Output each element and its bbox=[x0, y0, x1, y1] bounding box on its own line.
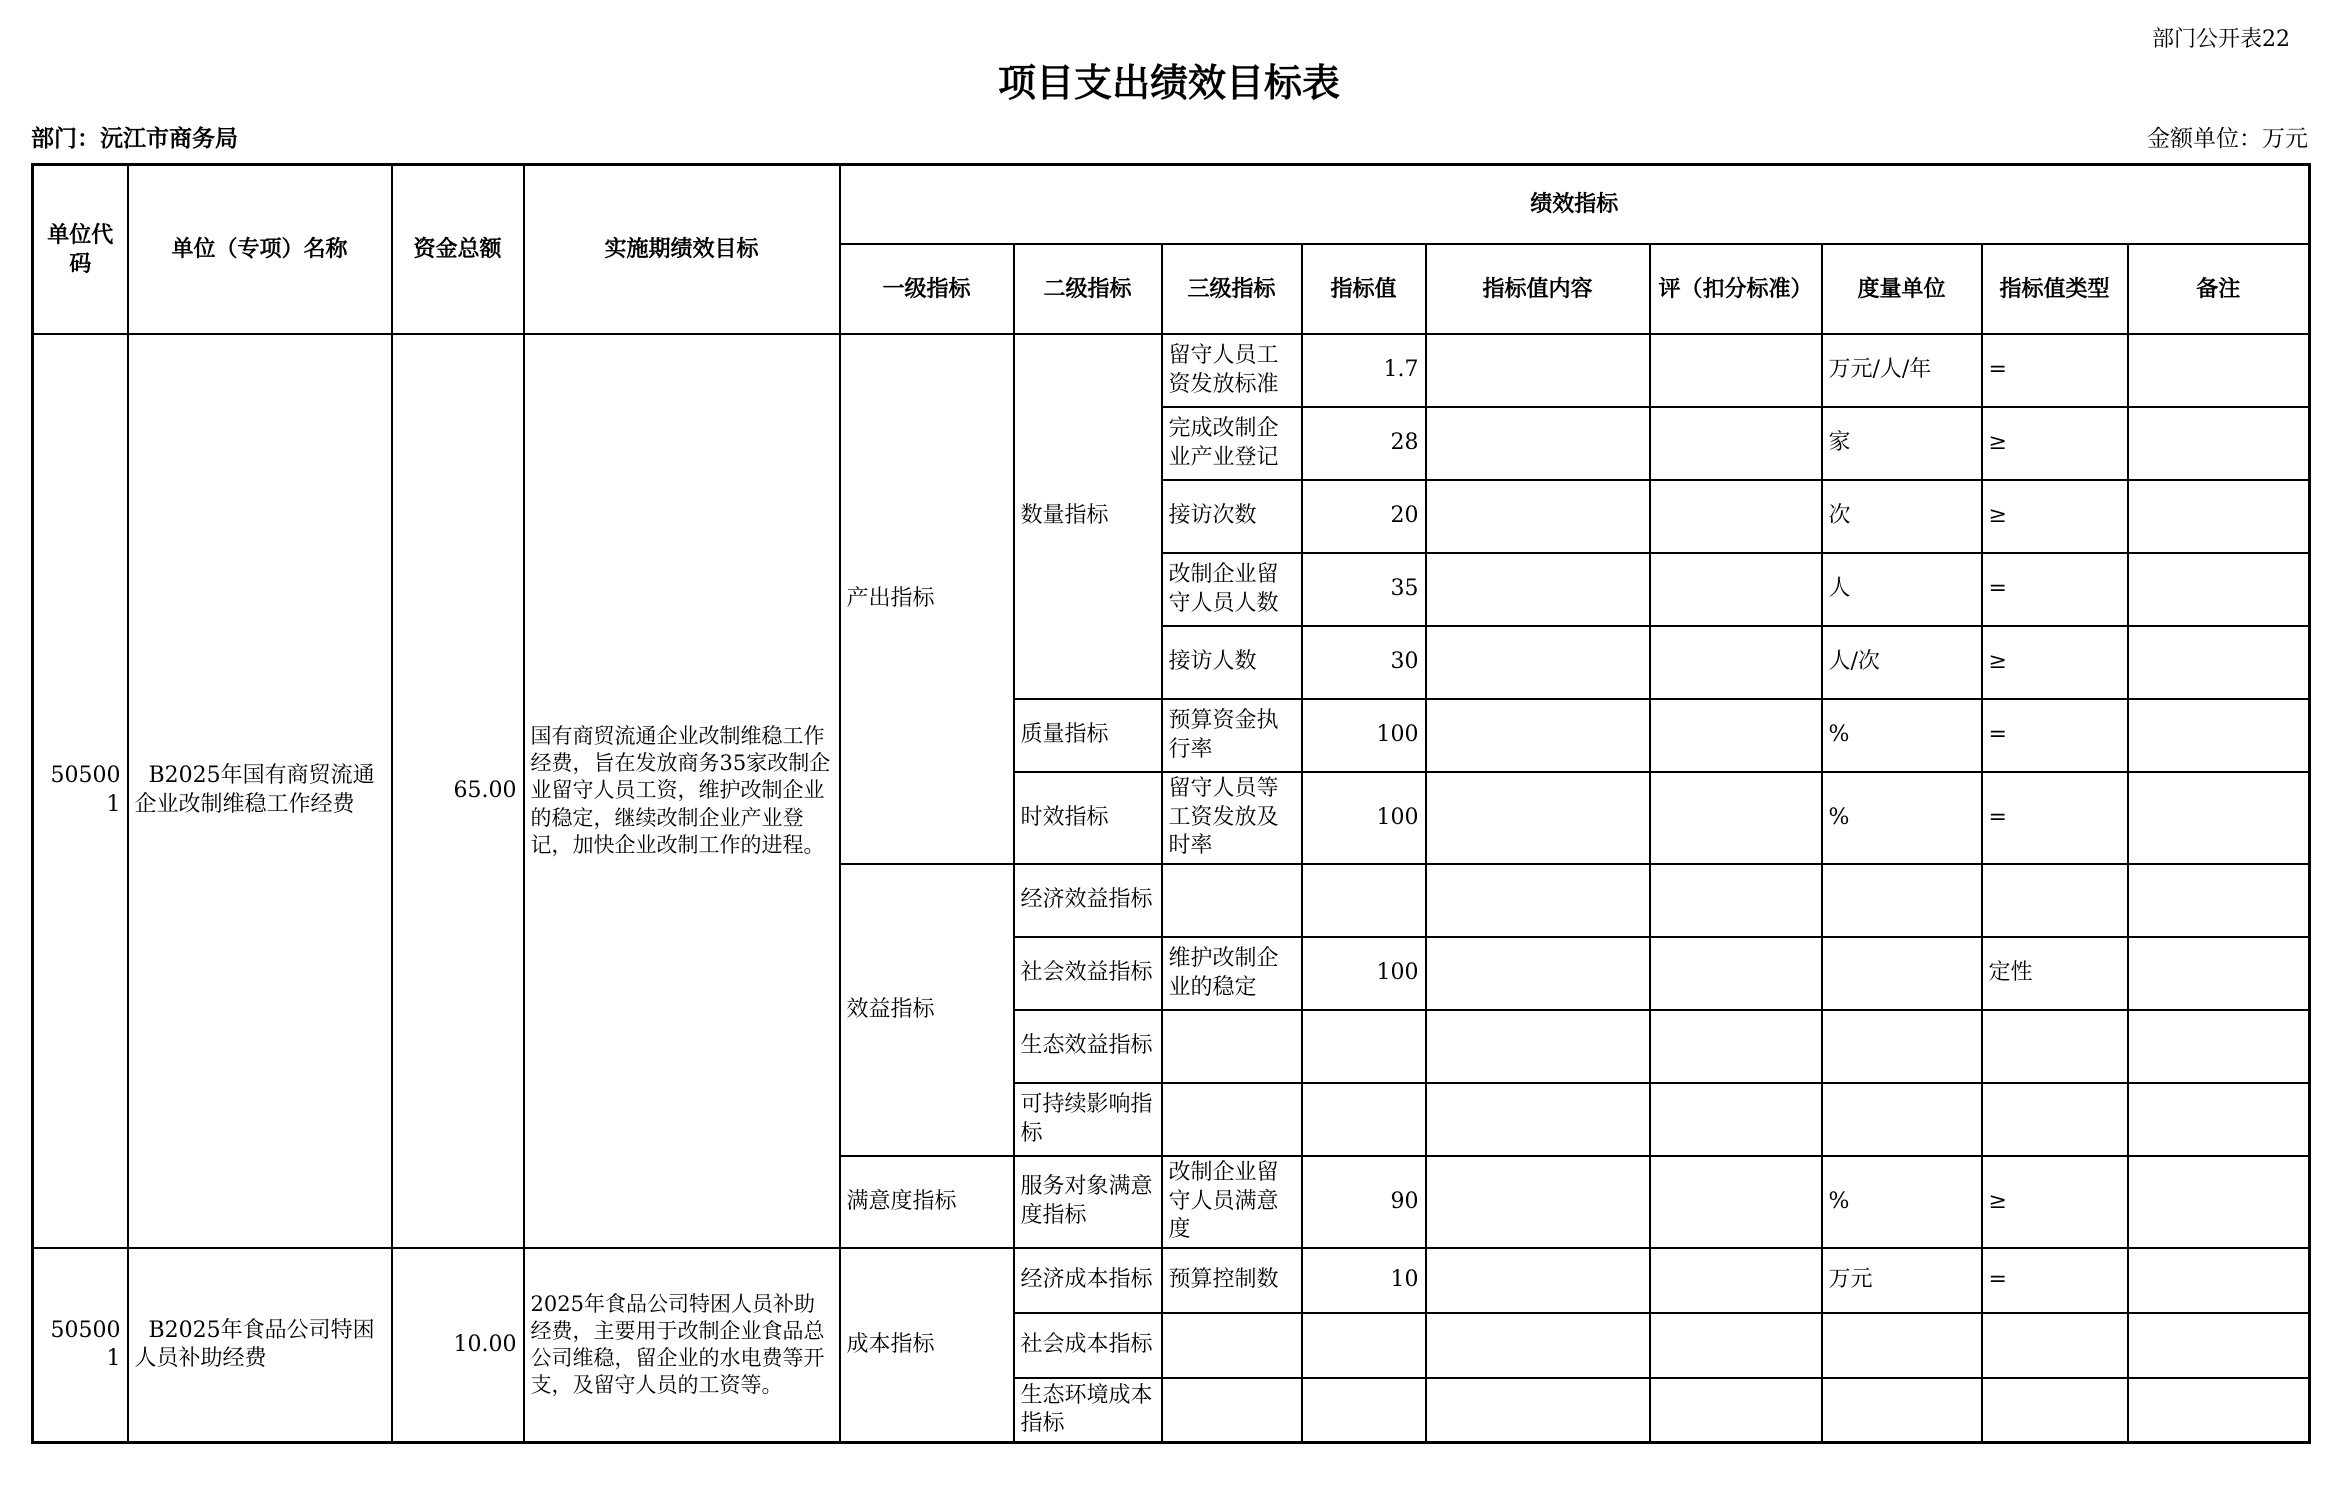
cell-value: 100 bbox=[1302, 772, 1426, 864]
cell-value-type: = bbox=[1982, 334, 2128, 407]
cell-value-content bbox=[1426, 1010, 1650, 1083]
cell-level3: 预算控制数 bbox=[1162, 1248, 1302, 1313]
cell-value-content bbox=[1426, 407, 1650, 480]
cell-value-content bbox=[1426, 334, 1650, 407]
cell-level1: 产出指标 bbox=[840, 334, 1014, 864]
cell-value-content bbox=[1426, 626, 1650, 699]
cell-remark bbox=[2128, 553, 2310, 626]
cell-score-standard bbox=[1650, 937, 1822, 1010]
header-level1: 一级指标 bbox=[840, 244, 1014, 334]
cell-unit-of-measure: 人/次 bbox=[1822, 626, 1982, 699]
cell-level2: 经济成本指标 bbox=[1014, 1248, 1162, 1313]
cell-value-content bbox=[1426, 699, 1650, 772]
header-perf-indicators: 绩效指标 bbox=[840, 164, 2310, 244]
cell-remark bbox=[2128, 864, 2310, 937]
cell-level1: 成本指标 bbox=[840, 1248, 1014, 1443]
cell-level3 bbox=[1162, 1010, 1302, 1083]
cell-level3: 维护改制企业的稳定 bbox=[1162, 937, 1302, 1010]
sheet-tag: 部门公开表22 bbox=[2152, 27, 2290, 52]
cell-level3: 改制企业留守人员人数 bbox=[1162, 553, 1302, 626]
cell-level2: 服务对象满意度指标 bbox=[1014, 1156, 1162, 1248]
cell-value-content bbox=[1426, 772, 1650, 864]
page-title: 项目支出绩效目标表 bbox=[997, 60, 1340, 106]
cell-value bbox=[1302, 1313, 1426, 1378]
cell-value-type bbox=[1982, 1313, 2128, 1378]
cell-value-type bbox=[1982, 1010, 2128, 1083]
cell-value-content bbox=[1426, 480, 1650, 553]
cell-value-type: = bbox=[1982, 1248, 2128, 1313]
cell-value: 30 bbox=[1302, 626, 1426, 699]
cell-value-content bbox=[1426, 1248, 1650, 1313]
cell-remark bbox=[2128, 1156, 2310, 1248]
cell-unit-name: B2025年国有商贸流通企业改制维稳工作经费 bbox=[128, 334, 392, 1248]
header-unit-of-measure: 度量单位 bbox=[1822, 244, 1982, 334]
cell-score-standard bbox=[1650, 1010, 1822, 1083]
cell-value bbox=[1302, 1010, 1426, 1083]
cell-value-type: = bbox=[1982, 699, 2128, 772]
amount-unit-label: 金额单位：万元 bbox=[2147, 125, 2308, 152]
header-unit-code: 单位代码 bbox=[33, 164, 128, 334]
cell-level3: 接访人数 bbox=[1162, 626, 1302, 699]
cell-remark bbox=[2128, 1010, 2310, 1083]
cell-unit-of-measure: 家 bbox=[1822, 407, 1982, 480]
cell-unit-of-measure bbox=[1822, 1378, 1982, 1443]
cell-target: 2025年食品公司特困人员补助经费，主要用于改制企业食品总公司维稳，留企业的水电费等开支，及留守人员的工资等。 bbox=[524, 1248, 840, 1443]
cell-value-type: = bbox=[1982, 553, 2128, 626]
performance-target-table bbox=[31, 163, 2311, 1445]
header-value: 指标值 bbox=[1302, 244, 1426, 334]
header-unit-name: 单位（专项）名称 bbox=[128, 164, 392, 334]
cell-value-type bbox=[1982, 1378, 2128, 1443]
cell-unit-of-measure: 人 bbox=[1822, 553, 1982, 626]
cell-value-content bbox=[1426, 1156, 1650, 1248]
header-level3: 三级指标 bbox=[1162, 244, 1302, 334]
cell-target: 国有商贸流通企业改制维稳工作经费，旨在发放商务35家改制企业留守人员工资，维护改制企业的稳定，继续改制企业产业登记，加快企业改制工作的进程。 bbox=[524, 334, 840, 1248]
table-row bbox=[33, 1248, 2310, 1313]
department-label: 部门：沅江市商务局 bbox=[31, 124, 238, 152]
cell-value: 20 bbox=[1302, 480, 1426, 553]
cell-value-type: ≥ bbox=[1982, 480, 2128, 553]
cell-remark bbox=[2128, 1083, 2310, 1156]
cell-remark bbox=[2128, 1313, 2310, 1378]
cell-level3: 留守人员工资发放标准 bbox=[1162, 334, 1302, 407]
cell-score-standard bbox=[1650, 1083, 1822, 1156]
cell-remark bbox=[2128, 480, 2310, 553]
cell-score-standard bbox=[1650, 407, 1822, 480]
cell-value-content bbox=[1426, 864, 1650, 937]
cell-score-standard bbox=[1650, 1156, 1822, 1248]
cell-score-standard bbox=[1650, 772, 1822, 864]
cell-level3: 完成改制企业产业登记 bbox=[1162, 407, 1302, 480]
cell-level3: 接访次数 bbox=[1162, 480, 1302, 553]
cell-level3: 预算资金执行率 bbox=[1162, 699, 1302, 772]
cell-value-content bbox=[1426, 553, 1650, 626]
cell-unit-of-measure: % bbox=[1822, 699, 1982, 772]
cell-value: 100 bbox=[1302, 937, 1426, 1010]
cell-remark bbox=[2128, 772, 2310, 864]
cell-value: 90 bbox=[1302, 1156, 1426, 1248]
cell-level2: 生态效益指标 bbox=[1014, 1010, 1162, 1083]
cell-unit-of-measure bbox=[1822, 1010, 1982, 1083]
cell-value-type: 定性 bbox=[1982, 937, 2128, 1010]
cell-value-content bbox=[1426, 1378, 1650, 1443]
cell-unit-of-measure bbox=[1822, 937, 1982, 1010]
cell-score-standard bbox=[1650, 1378, 1822, 1443]
cell-level3: 改制企业留守人员满意度 bbox=[1162, 1156, 1302, 1248]
cell-value bbox=[1302, 1083, 1426, 1156]
cell-level2: 质量指标 bbox=[1014, 699, 1162, 772]
cell-value-content bbox=[1426, 1313, 1650, 1378]
cell-unit-of-measure: 次 bbox=[1822, 480, 1982, 553]
cell-level2: 可持续影响指标 bbox=[1014, 1083, 1162, 1156]
cell-level3 bbox=[1162, 1378, 1302, 1443]
cell-score-standard bbox=[1650, 1313, 1822, 1378]
cell-value bbox=[1302, 1378, 1426, 1443]
cell-level3: 留守人员等工资发放及时率 bbox=[1162, 772, 1302, 864]
cell-amount: 65.00 bbox=[392, 334, 524, 1248]
cell-remark bbox=[2128, 937, 2310, 1010]
cell-unit-name: B2025年食品公司特困人员补助经费 bbox=[128, 1248, 392, 1443]
cell-remark bbox=[2128, 407, 2310, 480]
header-total-amount: 资金总额 bbox=[392, 164, 524, 334]
cell-value: 10 bbox=[1302, 1248, 1426, 1313]
cell-level3 bbox=[1162, 864, 1302, 937]
cell-value-type: ≥ bbox=[1982, 1156, 2128, 1248]
cell-level3 bbox=[1162, 1313, 1302, 1378]
cell-value-content bbox=[1426, 1083, 1650, 1156]
cell-unit-of-measure bbox=[1822, 864, 1982, 937]
cell-level1: 效益指标 bbox=[840, 864, 1014, 1156]
header-row-1 bbox=[33, 164, 2310, 244]
cell-value: 1.7 bbox=[1302, 334, 1426, 407]
cell-unit-code: 505001 bbox=[33, 334, 128, 1248]
table-row bbox=[33, 334, 2310, 407]
cell-level3 bbox=[1162, 1083, 1302, 1156]
cell-amount: 10.00 bbox=[392, 1248, 524, 1443]
cell-unit-code: 505001 bbox=[33, 1248, 128, 1443]
cell-value-type: = bbox=[1982, 772, 2128, 864]
cell-value-type bbox=[1982, 1083, 2128, 1156]
cell-value-content bbox=[1426, 937, 1650, 1010]
cell-unit-of-measure: 万元 bbox=[1822, 1248, 1982, 1313]
cell-value: 35 bbox=[1302, 553, 1426, 626]
header-value-content: 指标值内容 bbox=[1426, 244, 1650, 334]
cell-unit-of-measure: 万元/人/年 bbox=[1822, 334, 1982, 407]
cell-level2: 社会成本指标 bbox=[1014, 1313, 1162, 1378]
cell-score-standard bbox=[1650, 1248, 1822, 1313]
cell-score-standard bbox=[1650, 553, 1822, 626]
cell-unit-of-measure bbox=[1822, 1313, 1982, 1378]
cell-remark bbox=[2128, 626, 2310, 699]
header-remark: 备注 bbox=[2128, 244, 2310, 334]
cell-remark bbox=[2128, 1378, 2310, 1443]
cell-value-type bbox=[1982, 864, 2128, 937]
cell-score-standard bbox=[1650, 864, 1822, 937]
cell-score-standard bbox=[1650, 334, 1822, 407]
cell-value: 100 bbox=[1302, 699, 1426, 772]
header-value-type: 指标值类型 bbox=[1982, 244, 2128, 334]
cell-unit-of-measure bbox=[1822, 1083, 1982, 1156]
cell-level2: 生态环境成本指标 bbox=[1014, 1378, 1162, 1443]
cell-unit-of-measure: % bbox=[1822, 1156, 1982, 1248]
header-level2: 二级指标 bbox=[1014, 244, 1162, 334]
cell-level2: 经济效益指标 bbox=[1014, 864, 1162, 937]
meta-row bbox=[31, 120, 2308, 153]
cell-value: 28 bbox=[1302, 407, 1426, 480]
cell-remark bbox=[2128, 699, 2310, 772]
cell-value-type: ≥ bbox=[1982, 626, 2128, 699]
cell-value-type: ≥ bbox=[1982, 407, 2128, 480]
cell-score-standard bbox=[1650, 480, 1822, 553]
header-score-standard: 评（扣分标准） bbox=[1650, 244, 1822, 334]
cell-level2: 时效指标 bbox=[1014, 772, 1162, 864]
cell-level2: 社会效益指标 bbox=[1014, 937, 1162, 1010]
cell-level2: 数量指标 bbox=[1014, 334, 1162, 699]
cell-score-standard bbox=[1650, 626, 1822, 699]
cell-score-standard bbox=[1650, 699, 1822, 772]
cell-value bbox=[1302, 864, 1426, 937]
cell-remark bbox=[2128, 334, 2310, 407]
cell-remark bbox=[2128, 1248, 2310, 1313]
cell-level1: 满意度指标 bbox=[840, 1156, 1014, 1248]
cell-unit-of-measure: % bbox=[1822, 772, 1982, 864]
header-impl-target: 实施期绩效目标 bbox=[524, 164, 840, 334]
